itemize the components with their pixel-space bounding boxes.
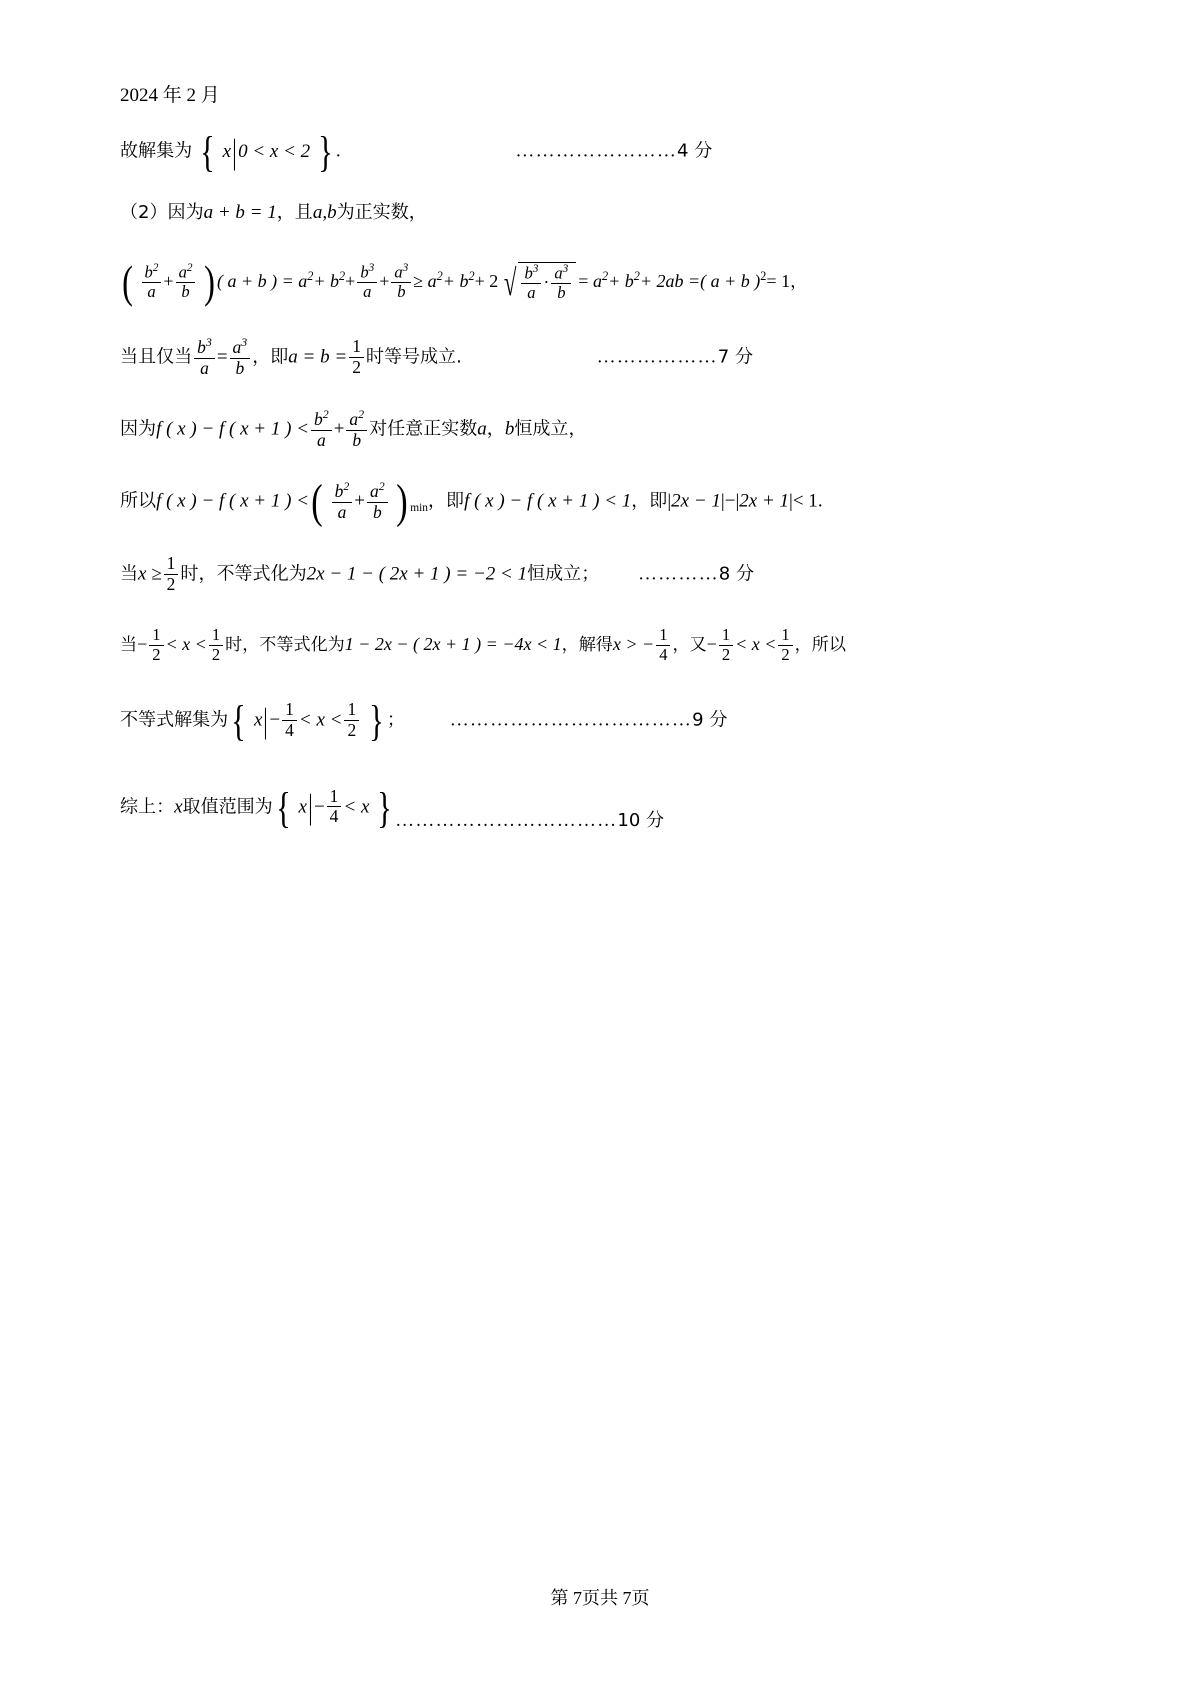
line6-subscript: min xyxy=(410,502,428,515)
line1-set-var: x xyxy=(222,140,232,162)
paren-right: ) xyxy=(204,257,215,308)
line3-t8: a xyxy=(592,270,602,291)
l4f2-num: a xyxy=(232,337,242,358)
line3-t6: + b xyxy=(442,270,469,291)
line3-t3: + xyxy=(345,270,356,291)
l5f2-num-sup: 2 xyxy=(358,407,365,422)
f1-den: a xyxy=(147,281,156,301)
line4-eq2: a = b = xyxy=(288,346,348,368)
line8-frac-1 xyxy=(149,626,163,664)
l8f4-den: 2 xyxy=(721,644,731,664)
l4half-den: 2 xyxy=(352,356,361,377)
l4f2-den: b xyxy=(235,357,245,378)
line9-neg: − xyxy=(269,709,281,731)
line6-expr: f ( x ) − f ( x + 1 ) < xyxy=(156,490,310,512)
line6-comma2: ，即 xyxy=(631,490,668,512)
l8f5-den: 2 xyxy=(781,644,790,664)
line4-frac-2 xyxy=(230,336,251,378)
header-date: 2024 年 2 月 xyxy=(120,85,220,106)
line3-frac-3 xyxy=(357,262,377,302)
line2-vars: a,b xyxy=(312,202,337,224)
line8-text-c: ，解得 xyxy=(561,635,613,656)
line3-t8-sup: 2 xyxy=(601,268,609,283)
line10-set xyxy=(273,783,395,832)
line10-lt: < x xyxy=(343,795,370,817)
f4-num: a xyxy=(394,262,403,282)
line1-period: . xyxy=(335,140,341,162)
brace-left: { xyxy=(200,128,215,176)
line3-eq2: = xyxy=(578,270,589,291)
l9f2-num: 1 xyxy=(344,700,359,721)
line7-expr: 2x − 1 − ( 2x + 1 ) = −2 < 1 xyxy=(306,563,528,585)
line6-frac-2 xyxy=(367,480,388,522)
l8f2-num: 1 xyxy=(209,626,223,646)
rf1-num: b xyxy=(524,263,533,283)
line2-text-c: 为正实数， xyxy=(336,202,427,224)
f3-den: a xyxy=(363,281,372,301)
f1-num: b xyxy=(144,262,153,282)
solution-line-5 xyxy=(120,409,1090,451)
l8f2-den: 2 xyxy=(211,644,221,664)
line3-plus: + xyxy=(163,270,174,291)
line3-ge: ≥ xyxy=(413,270,424,291)
line8-text-b: 时，不等式化为 xyxy=(225,635,345,656)
line7-var: x ≥ xyxy=(138,563,162,585)
line1-set xyxy=(197,128,336,176)
line6-group xyxy=(309,476,410,529)
line10-frac xyxy=(327,787,342,827)
line3-t12: = 1 xyxy=(766,270,791,291)
line5-var-b: b xyxy=(504,418,515,440)
l5f2-num: a xyxy=(349,409,359,429)
l9f1-num: 1 xyxy=(282,700,297,721)
l9f1-den: 4 xyxy=(285,719,294,740)
line6-comma: ，即 xyxy=(427,490,465,512)
solution-line-7 xyxy=(120,555,1090,595)
line3-t5-sup: 2 xyxy=(436,268,443,283)
line3-t9-sup: 2 xyxy=(633,268,640,283)
rf2-num: a xyxy=(554,263,563,283)
line9-frac-1 xyxy=(282,700,297,740)
l6f1-num-sup: 2 xyxy=(343,479,350,494)
abs-bar-close-2: | xyxy=(789,490,793,512)
line4-eq1: = xyxy=(216,346,228,368)
l4f1-den: a xyxy=(200,357,209,378)
line6-abs1: 2x − 1 xyxy=(671,490,721,512)
solution-line-1 xyxy=(120,128,1090,176)
line5-var-a: a xyxy=(477,418,487,440)
l7f-den: 2 xyxy=(166,573,176,594)
line3-sqrt xyxy=(500,262,576,304)
line3-t5: a xyxy=(427,270,437,291)
l5f1-den: a xyxy=(317,429,326,450)
line1-text: 故解集为 xyxy=(120,140,193,162)
set-divider: | xyxy=(232,132,237,172)
line3-t11-sup: 2 xyxy=(760,268,767,283)
line3-frac-4 xyxy=(391,262,411,302)
line1-dots: …………………… xyxy=(515,140,678,162)
l6f2-num: a xyxy=(370,480,379,501)
line1-score: 4 分 xyxy=(677,140,713,162)
line7-dots: ………… xyxy=(637,563,719,585)
line5-expr: f ( x ) − f ( x + 1 ) < xyxy=(156,418,310,440)
line3-comma: ， xyxy=(790,271,808,292)
line3-frac-1 xyxy=(142,262,162,302)
line5-text-b: 对任意正实数 xyxy=(369,418,478,440)
line3-t2: + b xyxy=(313,270,340,291)
line10-text-b: 取值范围为 xyxy=(182,795,273,817)
f2-den: b xyxy=(181,281,190,301)
page-footer: 第 7页共 7页 xyxy=(550,1588,650,1608)
brace-right-3: } xyxy=(369,697,384,746)
line3-t6-sup: 2 xyxy=(468,268,475,283)
brace-right: } xyxy=(318,128,333,176)
brace-right-4: } xyxy=(377,783,392,832)
l4f1-num-sup: 3 xyxy=(205,335,212,350)
l5f1-num: b xyxy=(314,409,323,429)
line4-text-b: ，即 xyxy=(252,346,289,368)
line4-frac-half xyxy=(349,337,364,377)
line10-dots: …………………………… xyxy=(395,809,618,831)
line6-frac-1 xyxy=(332,480,353,522)
line3-t1: a xyxy=(298,270,308,291)
line9-text-a: 不等式解集为 xyxy=(120,709,229,731)
line3-rad-frac-2 xyxy=(551,263,571,303)
line1-set-cond: 0 < x < 2 xyxy=(238,140,311,162)
abs-bar-open-1: | xyxy=(667,490,672,512)
solution-line-10 xyxy=(120,783,1090,832)
line4-score: 7 分 xyxy=(717,346,754,368)
line3-t4: + xyxy=(379,270,390,291)
line6-minus: − xyxy=(724,490,736,512)
rf2-num-sup: 3 xyxy=(562,262,569,275)
radical-sign: √ xyxy=(504,262,517,304)
f4-den: b xyxy=(397,281,406,301)
line3-t1-sup: 2 xyxy=(307,268,314,283)
line3-t9: + b xyxy=(608,270,634,291)
line5-text-a: 因为 xyxy=(120,418,157,440)
l6f1-num: b xyxy=(334,480,344,501)
line5-plus: + xyxy=(333,418,345,440)
rf1-den: a xyxy=(527,282,536,302)
line2-text-b: ，且 xyxy=(276,202,313,224)
line6-plus: + xyxy=(354,490,365,512)
line10-var-x: x xyxy=(174,795,183,817)
line4-dots: ……………… xyxy=(596,346,718,368)
l8f4-num: 1 xyxy=(719,626,733,646)
line5-frac-1 xyxy=(311,408,332,450)
line8-neg2: − xyxy=(706,634,717,655)
line8-frac-5 xyxy=(778,626,792,664)
l4half-num: 1 xyxy=(349,337,364,358)
rf2-den: b xyxy=(557,282,566,302)
line6-text-a: 所以 xyxy=(120,490,157,512)
f1-num-sup: 2 xyxy=(152,261,159,274)
line8-text-d: ，又 xyxy=(672,635,707,656)
line3-rad-dot: · xyxy=(543,271,550,292)
line10-text-a: 综上： xyxy=(120,795,175,817)
f4-num-sup: 3 xyxy=(402,261,409,274)
l5f2-den: b xyxy=(352,429,362,450)
line7-frac xyxy=(164,554,179,594)
line3-t2-sup: 2 xyxy=(339,268,346,283)
line6-expr2: f ( x ) − f ( x + 1 ) < 1 xyxy=(464,490,632,512)
line10-neg: − xyxy=(313,795,325,817)
line4-text-a: 当且仅当 xyxy=(120,346,193,368)
line8-lt1: < x < xyxy=(165,634,207,655)
line6-lt1: < 1 xyxy=(792,490,818,512)
line9-dots: ……………………………… xyxy=(449,709,693,731)
line9-var: x xyxy=(253,709,263,731)
set-divider-2: | xyxy=(263,701,269,741)
l8f1-num: 1 xyxy=(149,626,163,646)
line2-text-a: （2）因为 xyxy=(120,202,204,224)
solution-line-8 xyxy=(120,627,1090,665)
line4-frac-1 xyxy=(194,336,215,378)
line4-text-c: 时等号成立. xyxy=(365,346,462,368)
line6-abs2: 2x + 1 xyxy=(739,490,790,512)
line9-lt: < x < xyxy=(298,709,343,731)
solution-line-9 xyxy=(120,697,1090,746)
line8-frac-3 xyxy=(656,626,670,664)
line8-text-a: 当 xyxy=(120,635,138,656)
l8f5-num: 1 xyxy=(778,626,792,646)
line8-frac-2 xyxy=(209,626,223,664)
line9-semi: ； xyxy=(386,709,405,731)
line6-period: . xyxy=(817,490,823,512)
l6f2-den: b xyxy=(372,501,382,522)
l6f2-num-sup: 2 xyxy=(378,479,385,494)
l10f-num: 1 xyxy=(327,787,342,808)
paren-left-2: ( xyxy=(311,476,323,529)
line10-set-var: x xyxy=(298,795,307,817)
line3-rad-frac-1 xyxy=(521,263,541,303)
l8f3-num: 1 xyxy=(656,626,670,646)
line3-frac-2 xyxy=(176,262,196,302)
line7-text-b: 时，不等式化为 xyxy=(180,563,307,585)
l6f1-den: a xyxy=(337,501,347,522)
line8-lt2: < x < xyxy=(735,634,777,655)
paren-left: ( xyxy=(122,257,133,308)
solution-line-2 xyxy=(120,199,1090,228)
line8-text-e: ，所以 xyxy=(794,635,846,656)
line9-frac-2 xyxy=(344,700,359,740)
f2-num: a xyxy=(178,262,187,282)
line7-score: 8 分 xyxy=(718,563,755,585)
line5-comma: ， xyxy=(486,418,505,440)
solution-line-4 xyxy=(120,337,1090,379)
line9-score: 9 分 xyxy=(692,709,728,731)
brace-left-4: { xyxy=(275,783,291,832)
l7f-num: 1 xyxy=(164,554,179,575)
line8-expr: 1 − 2x − ( 2x + 1 ) = −4x < 1 xyxy=(344,634,562,655)
line7-text-a: 当 xyxy=(120,563,139,585)
line3-t7: + 2 xyxy=(474,270,499,291)
brace-left-3: { xyxy=(231,697,247,746)
line9-set xyxy=(228,697,387,746)
paren-right-2: ) xyxy=(396,476,409,529)
line10-score: 10 分 xyxy=(617,809,665,831)
line8-neg: − xyxy=(137,634,148,655)
line5-frac-2 xyxy=(346,408,367,450)
line5-text-c: 恒成立， xyxy=(514,418,587,440)
line3-t11: ( a + b ) xyxy=(700,270,761,291)
abs-bar-open-2: | xyxy=(735,490,740,512)
line2-equation: a + b = 1 xyxy=(203,202,277,224)
solution-line-6 xyxy=(120,476,1090,529)
l5f1-num-sup: 2 xyxy=(322,407,329,422)
line7-text-c: 恒成立； xyxy=(527,563,600,585)
f3-num-sup: 3 xyxy=(368,261,375,274)
solution-line-3 xyxy=(120,257,1090,308)
set-divider-3: | xyxy=(308,787,313,827)
line3-t10: + 2ab = xyxy=(639,270,701,291)
line3-group xyxy=(120,257,217,308)
l8f1-den: 2 xyxy=(152,644,161,664)
f2-num-sup: 2 xyxy=(186,261,193,274)
l8f3-den: 4 xyxy=(659,644,668,664)
rf1-num-sup: 3 xyxy=(532,262,539,275)
l10f-den: 4 xyxy=(329,806,339,827)
line8-frac-4 xyxy=(719,626,733,664)
line3-mult: ( a + b ) = xyxy=(216,270,294,291)
l9f2-den: 2 xyxy=(347,719,357,740)
l4f1-num: b xyxy=(197,337,206,358)
line8-expr2: x > − xyxy=(612,634,655,655)
l4f2-num-sup: 3 xyxy=(241,335,248,350)
f3-num: b xyxy=(360,262,369,282)
abs-bar-close-1: | xyxy=(720,490,725,512)
